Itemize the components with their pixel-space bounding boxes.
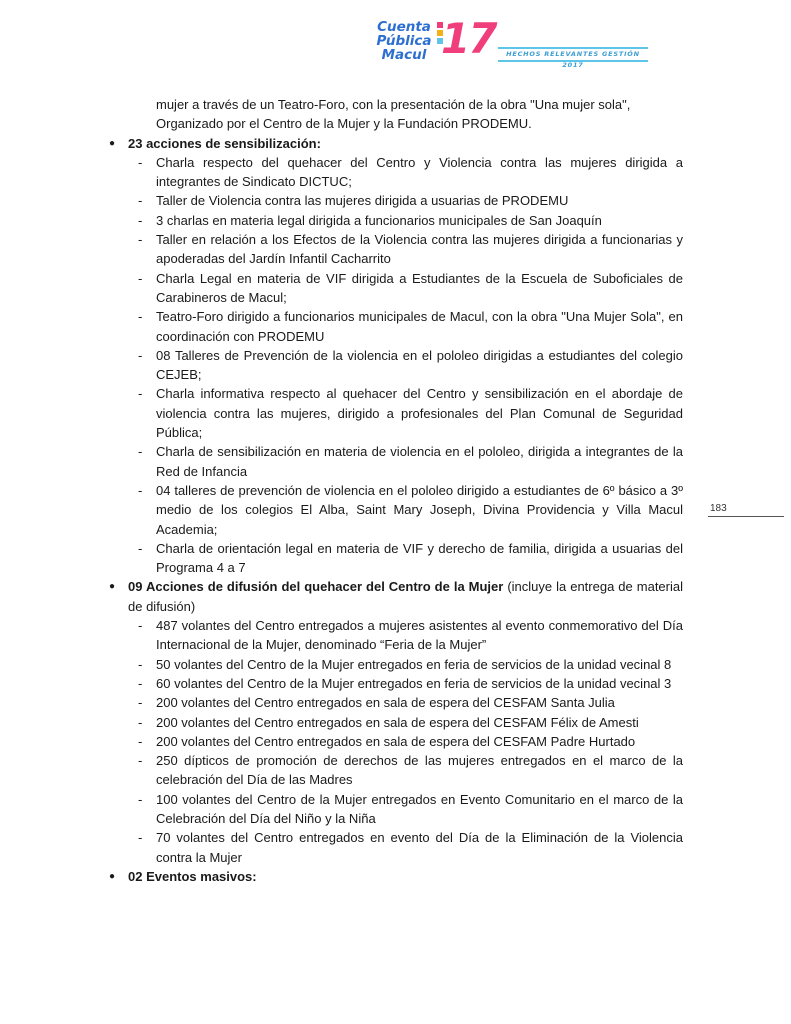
list-item: - 60 volantes del Centro de la Mujer entregados en feria de servicios de la unidad vecinal 3 xyxy=(128,674,683,693)
section-list xyxy=(108,134,683,887)
sub-item-list xyxy=(128,153,683,578)
document-body xyxy=(108,95,683,886)
list-item: - 08 Talleres de Prevención de la violencia en el pololeo dirigidas a estudiantes del colegio CEJEB; xyxy=(128,346,683,385)
logo-wordmark xyxy=(365,20,443,62)
logo-line-2: Pública xyxy=(376,33,432,49)
logo-tagline: HECHOS RELEVANTES GESTIÓN 2017 xyxy=(506,50,640,69)
logo-line-3: Macul xyxy=(381,47,427,63)
page-number: 183 xyxy=(710,503,727,514)
section-heading: 09 Acciones de difusión del quehacer del Centro de la Mujer xyxy=(128,579,504,595)
section-heading: 02 Eventos masivos: xyxy=(128,868,257,884)
list-item: - Teatro-Foro dirigido a funcionarios municipales de Macul, con la obra "Una Mujer Sola", en coordinación con PRODEMU xyxy=(128,307,683,346)
list-item: - Charla de sensibilización en materia de violencia en el pololeo, dirigida a integrantes de la Red de Infancia xyxy=(128,442,683,481)
list-item: - Charla respecto del quehacer del Centro y Violencia contra las mujeres dirigida a integrantes de Sindicato DICTUC; xyxy=(128,153,683,192)
section-item xyxy=(108,134,683,578)
section-heading-note: (incluye la entrega de material de difusión) xyxy=(128,579,683,614)
sub-item-list xyxy=(128,616,683,867)
logo-line-1: Cuenta xyxy=(377,19,431,35)
list-item: - 487 volantes del Centro entregados a mujeres asistentes al evento conmemorativo del Día Internacional de la Mujer, denominado “Feria de la Mujer” xyxy=(128,616,683,655)
page-number-block xyxy=(708,503,784,517)
list-item: - 250 dípticos de promoción de derechos de las mujeres entregados en el marco de la celebración del Día de las Madres xyxy=(128,751,683,790)
logo-number xyxy=(441,14,495,64)
list-item: - 200 volantes del Centro entregados en sala de espera del CESFAM Padre Hurtado xyxy=(128,732,683,751)
cuenta-publica-logo xyxy=(355,14,665,70)
list-item: - 200 volantes del Centro entregados en sala de espera del CESFAM Félix de Amesti xyxy=(128,713,683,732)
list-item: - Charla informativa respecto al quehacer del Centro y sensibilización en el abordaje de violencia contra las mujeres, dirigido a profesionales del Plan Comunal de Seguridad Pública; xyxy=(128,384,683,442)
section-item xyxy=(108,577,683,866)
section-item xyxy=(108,867,683,886)
list-item: - 04 talleres de prevención de violencia en el pololeo dirigido a estudiantes de 6º básico a 3º medio de los colegios El Alba, Saint Mary Joseph, Divina Providencia y Villa Macul Academia; xyxy=(128,481,683,539)
list-item: - Taller en relación a los Efectos de la Violencia contra las mujeres dirigida a funcionarias y apoderadas del Jardín Infantil Cacharrito xyxy=(128,230,683,269)
list-item: - 50 volantes del Centro de la Mujer entregados en feria de servicios de la unidad vecinal 8 xyxy=(128,655,683,674)
list-item: - 200 volantes del Centro entregados en sala de espera del CESFAM Santa Julia xyxy=(128,693,683,712)
intro-continuation: mujer a través de un Teatro-Foro, con la presentación de la obra "Una mujer sola", Organizado por el Centro de la Mujer y la Fundación PRODEMU. xyxy=(156,97,631,132)
list-item: - 100 volantes del Centro de la Mujer entregados en Evento Comunitario en el marco de la Celebración del Día del Niño y la Niña xyxy=(128,790,683,829)
page-number-rule xyxy=(708,516,784,517)
list-item: - Taller de Violencia contra las mujeres dirigida a usuarias de PRODEMU xyxy=(128,191,683,210)
list-item: - 70 volantes del Centro entregados en evento del Día de la Eliminación de la Violencia contra la Mujer xyxy=(128,828,683,867)
list-item: - Charla de orientación legal en materia de VIF y derecho de familia, dirigida a usuarias del Programa 4 a 7 xyxy=(128,539,683,578)
section-heading: 23 acciones de sensibilización: xyxy=(128,135,321,151)
list-item: - 3 charlas en materia legal dirigida a funcionarios municipales de San Joaquín xyxy=(128,211,683,230)
list-item: - Charla Legal en materia de VIF dirigida a Estudiantes de la Escuela de Suboficiales de Carabineros de Macul; xyxy=(128,269,683,308)
logo-number-text: 17 xyxy=(441,14,496,63)
logo-tagline-band xyxy=(498,47,648,69)
